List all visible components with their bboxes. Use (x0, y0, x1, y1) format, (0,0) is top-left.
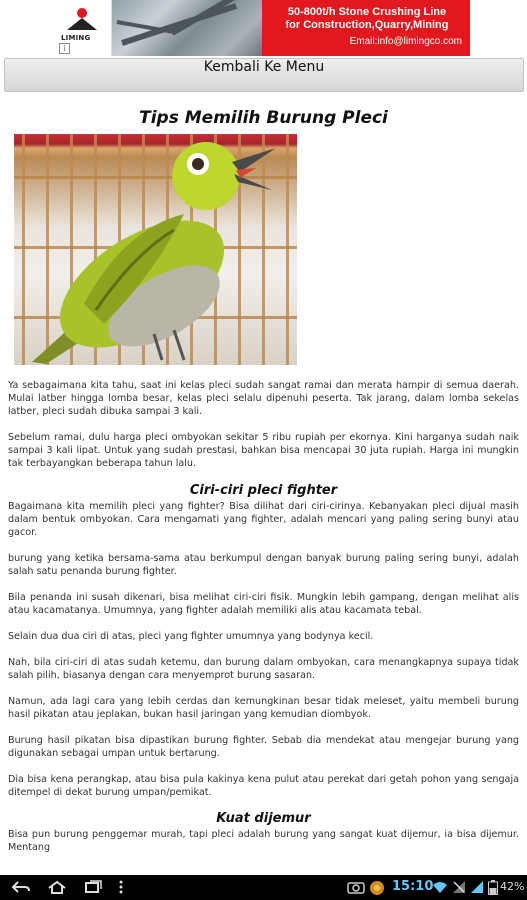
ad-line-2: for Construction,Quarry,Mining (285, 19, 449, 31)
bird-illustration (14, 134, 297, 365)
notification-icon (369, 880, 385, 896)
battery-level: 42% (500, 880, 525, 893)
article (8, 108, 519, 854)
ad-banner-area (0, 0, 527, 56)
subheading-ciri-ciri: Ciri-ciri pleci fighter (189, 483, 338, 498)
home-icon[interactable] (46, 880, 68, 894)
article-image (14, 134, 297, 365)
ad-info-icon[interactable]: i (59, 43, 70, 54)
system-bar (0, 875, 527, 900)
back-to-menu-label: Kembali Ke Menu (203, 59, 325, 75)
paragraph-cut: Bisa pun burung penggemar murah, tapi pleci adalah burung yang sangat kuat dijemur, ia bisa dijemur. Mentang (8, 829, 519, 853)
back-to-menu-button[interactable] (4, 58, 524, 92)
paragraph: Dia bisa kena perangkap, atau bisa pula kakinya kena pulut atau perekat dari getah pohon yang sengaja ditempel di dekat burung umpan/pemikat. (8, 774, 519, 798)
paragraph: Sebelum ramai, dulu harga pleci ombyokan sekitar 5 ribu rupiah per ekornya. Kini harganya sudah naik sampai 3 kali lipat. Untuk yang sudah prestasi, bahkan bisa mencapai 30 juta rupiah. Harga ini mungkin tak terbayangkan beberapa tahun lalu. (8, 432, 519, 469)
ad-text (262, 0, 470, 56)
ad-logo (57, 0, 112, 56)
clock: 15:10 (392, 879, 434, 894)
ad-line-3: Email:info@limingco.com (349, 36, 462, 47)
paragraph: Selain dua dua ciri di atas, pleci yang fighter umumnya yang bodynya kecil. (8, 631, 374, 642)
ad-line-1: 50-800t/h Stone Crushing Line (287, 6, 447, 18)
signal-icon (470, 880, 484, 894)
paragraph: Namun, ada lagi cara yang lebih cerdas dan kemungkinan besar tidak meleset, yaitu membeli burung hasil pikatan atau jeplakan, bukan hasil jaringan yang kemudian diombyok. (8, 696, 519, 720)
paragraph: Ya sebagaimana kita tahu, saat ini kelas pleci sudah sangat ramai dan merata hampir di semua daerah. Mulai latber hingga lomba besar, kelas pleci selalu dipenuhi peserta. Tak jarang, dalam lomba sekelas latber, pleci sudah dibuka sampai 3 kali. (8, 380, 519, 417)
camera-icon (347, 880, 365, 894)
no-signal-icon (452, 880, 466, 894)
paragraph: Nah, bila ciri-ciri di atas sudah ketemu, dan burung dalam ombyokan, cara menangkapnya supaya tidak salah pilih, biasanya dengan cara menyemprot burung sasaran. (8, 657, 519, 681)
ad-banner[interactable] (57, 0, 470, 56)
subheading-kuat-dijemur: Kuat dijemur (216, 811, 311, 826)
article-title: Tips Memilih Burung Pleci (139, 108, 388, 128)
ad-photo (112, 0, 262, 56)
back-icon[interactable] (10, 880, 32, 894)
paragraph: Bila penanda ini susah dikenari, bisa melihat ciri-ciri fisik. Mungkin lebih gampang, dengan melihat alis atau kacamatanya. Umumnya, yang fighter adalah memiliki alis atau kacamata tebal. (8, 592, 519, 616)
wifi-icon (432, 880, 448, 894)
menu-icon[interactable] (118, 880, 124, 894)
paragraph: Burung hasil pikatan bisa dipastikan burung fighter. Sebab dia mendekat atau mengejar burung yang digunakan sebagai umpan untuk bertarung. (8, 735, 519, 759)
paragraph: Bagaimana kita memilih pleci yang fighter? Bisa dilihat dari ciri-cirinya. Kebanyakan pleci dijual masih dalam bentuk ombyokan. Cara mengamati yang fighter, adalah mencari yang paling sering bunyi atau gacor. (8, 501, 519, 538)
recent-apps-icon[interactable] (82, 880, 104, 894)
liming-logo-icon (63, 6, 101, 32)
battery-icon (488, 880, 498, 895)
paragraph: burung yang ketika bersama-sama atau berkumpul dengan banyak burung paling sering bunyi, adalah salah satu penanda burung fighter. (8, 553, 519, 577)
ad-brand: LIMING (61, 34, 91, 42)
